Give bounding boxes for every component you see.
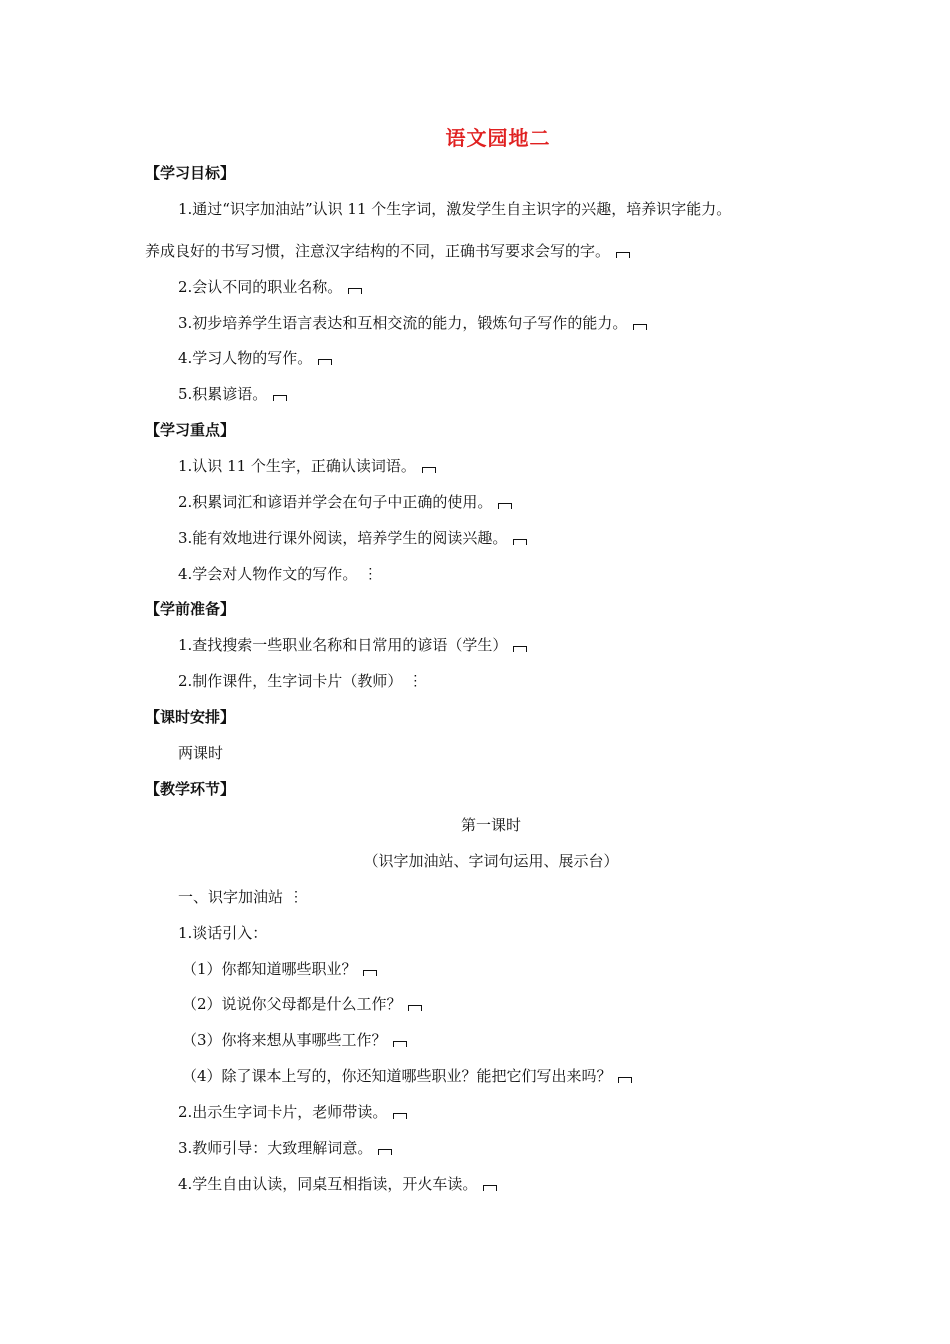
- part-1-text: 一、识字加油站: [178, 888, 284, 906]
- goal-2: [178, 276, 362, 298]
- paragraph-mark-icon: [393, 1041, 407, 1047]
- goal-5-text: 5.积累谚语。: [178, 385, 268, 403]
- steps-heading: 【教学环节】: [145, 780, 236, 798]
- step-4: [178, 1173, 497, 1195]
- prep-1-text: 1.查找搜索一些职业名称和日常用的谚语（学生）: [178, 636, 508, 654]
- goal-3-text: 3.初步培养学生语言表达和互相交流的能力，锻炼句子写作的能力。: [178, 314, 628, 332]
- goals-heading: 【学习目标】: [145, 164, 236, 182]
- prep-2-text: 2.制作课件，生字词卡片（教师）: [178, 672, 403, 690]
- paragraph-mark-icon: [318, 359, 332, 365]
- goal-4-text: 4.学习人物的写作。: [178, 349, 313, 367]
- part-1-heading: [178, 886, 303, 908]
- paragraph-mark-icon: [393, 1113, 407, 1119]
- question-3: [182, 1029, 407, 1051]
- paragraph-mark-icon: [348, 288, 362, 294]
- step-2: [178, 1101, 407, 1123]
- goal-4: [178, 347, 332, 369]
- question-4: [182, 1065, 632, 1087]
- question-4-text: （4）除了课本上写的，你还知道哪些职业？能把它们写出来吗？: [182, 1067, 612, 1085]
- paragraph-mark-icon: [378, 1149, 392, 1155]
- focus-3: [178, 527, 527, 549]
- schedule-heading: 【课时安排】: [145, 708, 236, 726]
- focus-4-text: 4.学会对人物作文的写作。: [178, 565, 358, 583]
- focus-2-text: 2.积累词汇和谚语并学会在句子中正确的使用。: [178, 493, 493, 511]
- focus-4: [178, 563, 377, 585]
- focus-1: [178, 455, 436, 477]
- paragraph-mark-icon: [618, 1077, 632, 1083]
- goal-1-line-1: 1.通过“识字加油站”认识 11 个生字词，激发学生自主识字的兴趣，培养识字能力。: [178, 200, 732, 218]
- question-2: [182, 993, 422, 1015]
- paragraph-mark-icon: [633, 324, 647, 330]
- goal-1-line-2: [145, 240, 630, 262]
- focus-1-text: 1.认识 11 个生字，正确认读词语。: [178, 457, 416, 475]
- paragraph-mark-icon: [616, 252, 630, 258]
- step-2-text: 2.出示生字词卡片，老师带读。: [178, 1103, 388, 1121]
- paragraph-mark-icon: [422, 467, 436, 473]
- prep-1: [178, 634, 527, 656]
- paragraph-mark-icon: [363, 970, 377, 976]
- step-4-text: 4.学生自由认读，同桌互相指读，开火车读。: [178, 1175, 478, 1193]
- vertical-dots-icon: ⋮: [408, 673, 423, 689]
- step-3-text: 3.教师引导：大致理解词意。: [178, 1139, 373, 1157]
- question-1-text: （1）你都知道哪些职业？: [182, 960, 357, 978]
- lesson-title: 第一课时: [460, 816, 521, 834]
- paragraph-mark-icon: [513, 539, 527, 545]
- paragraph-mark-icon: [498, 503, 512, 509]
- goal-5: [178, 383, 287, 405]
- prep-2: [178, 670, 422, 692]
- goal-3: [178, 312, 647, 334]
- question-3-text: （3）你将来想从事哪些工作？: [182, 1031, 387, 1049]
- paragraph-mark-icon: [513, 646, 527, 652]
- vertical-dots-icon: ⋮: [363, 566, 378, 582]
- paragraph-mark-icon: [483, 1185, 497, 1191]
- schedule-text: 两课时: [178, 744, 224, 762]
- step-3: [178, 1137, 392, 1159]
- goal-2-text: 2.会认不同的职业名称。: [178, 278, 343, 296]
- paragraph-mark-icon: [273, 395, 287, 401]
- goal-1-line-2-text: 养成良好的书写习惯，注意汉字结构的不同，正确书写要求会写的字。: [145, 242, 611, 260]
- question-2-text: （2）说说你父母都是什么工作？: [182, 995, 402, 1013]
- focus-3-text: 3.能有效地进行课外阅读，培养学生的阅读兴趣。: [178, 529, 508, 547]
- vertical-dots-icon: ⋮: [289, 889, 304, 905]
- focus-2: [178, 491, 512, 513]
- prep-heading: 【学前准备】: [145, 600, 236, 618]
- question-1: [182, 958, 377, 980]
- paragraph-mark-icon: [408, 1005, 422, 1011]
- lesson-subtitle: （识字加油站、字词句运用、展示台）: [363, 852, 619, 870]
- step-1: 1.谈话引入：: [178, 924, 268, 942]
- document-title: 语文园地二: [445, 126, 551, 150]
- focus-heading: 【学习重点】: [145, 421, 236, 439]
